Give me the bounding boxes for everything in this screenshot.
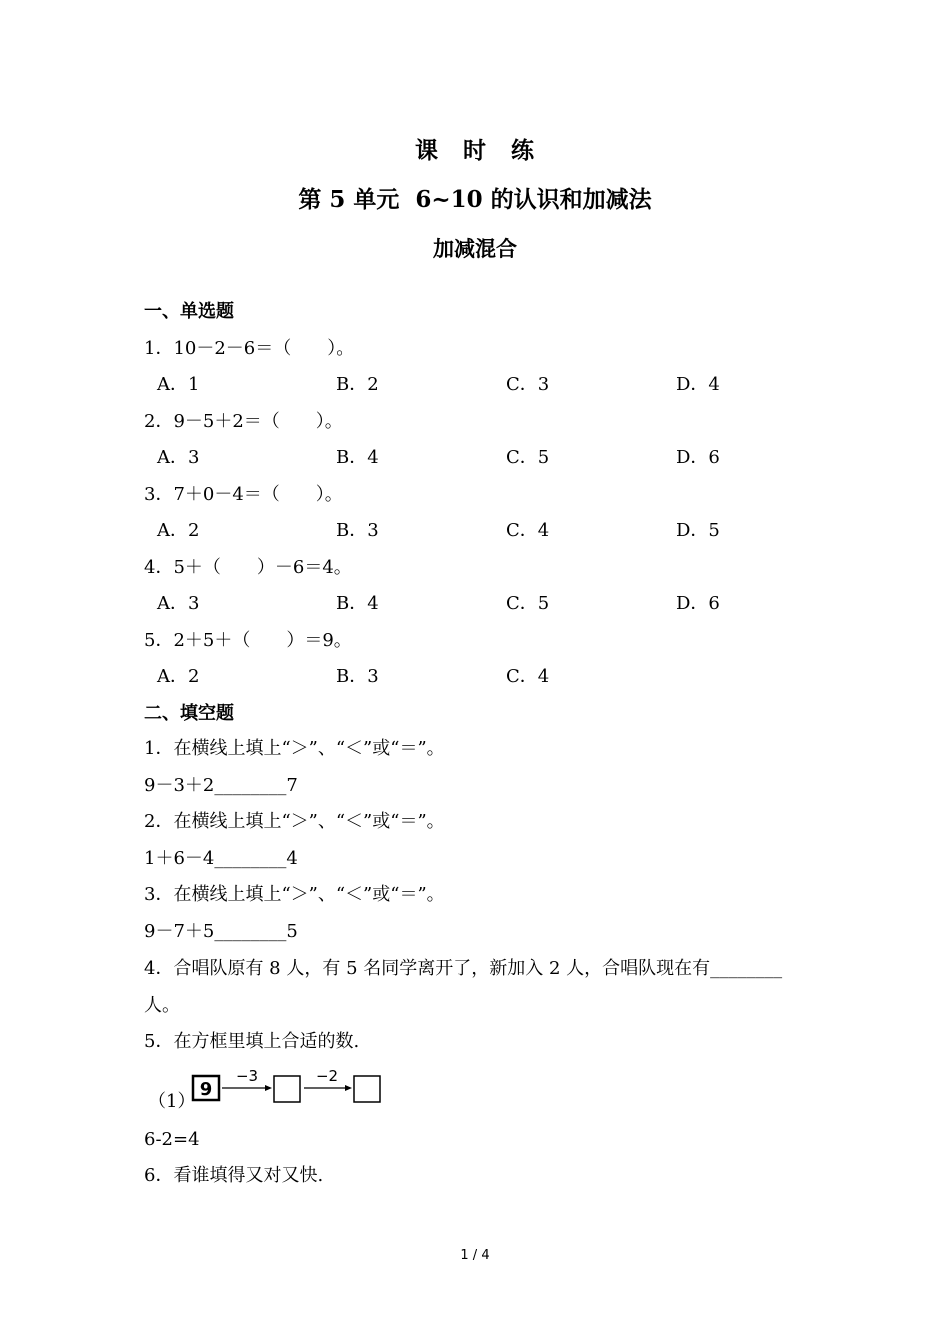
question-text: 5．在方框里填上合适的数. [144,1031,360,1052]
option-a: A．3 [157,447,200,468]
step-label: −3 [235,1067,259,1085]
option-c: C．5 [506,447,550,468]
option-d: D．4 [676,374,720,395]
start-number: 9 [199,1079,213,1100]
number-chain-diagram [190,1066,390,1110]
unit-title: 第 5 单元 6~10 的认识和加减法 [298,186,652,213]
option-c: C．4 [506,666,550,687]
comparison-line: 9－3＋2________7 [144,775,298,796]
answer-box [274,1076,300,1102]
option-b: B．3 [336,666,379,687]
option-a: A．3 [157,593,200,614]
option-d: D．6 [676,593,720,614]
option-c: C．5 [506,593,550,614]
question-text: 4．合唱队原有 8 人，有 5 名同学离开了，新加入 2 人，合唱队现在有________ [144,958,783,979]
option-d: D．6 [676,447,720,468]
option-c: C．4 [506,520,550,541]
option-b: B．2 [336,374,379,395]
page-number: 1 / 4 [460,1248,490,1263]
option-b: B．3 [336,520,379,541]
arrow-head-icon [345,1085,352,1091]
section-heading-fill-blank: 二、填空题 [144,703,234,724]
option-a: A．2 [157,520,200,541]
option-d: D．5 [676,520,720,541]
section-heading-single-choice: 一、单选题 [144,301,234,322]
option-c: C．3 [506,374,550,395]
page-title: 课 时 练 [415,137,535,164]
option-a: A．1 [157,374,200,395]
answer-box [354,1076,380,1102]
question-stem: 5．2＋5＋（ ）＝9。 [144,630,352,651]
sub-question-label: （1） [148,1091,196,1112]
step-label: −2 [315,1067,339,1085]
lesson-title: 加减混合 [433,236,517,261]
option-a: A．2 [157,666,200,687]
question-text: 2．在横线上填上“＞”、“＜”或“＝”。 [144,811,445,832]
arrow-head-icon [265,1085,272,1091]
question-stem: 3．7＋0－4＝（ ）。 [144,484,343,505]
question-text-continued: 人。 [144,995,180,1016]
comparison-line: 1＋6－4________4 [144,848,298,869]
option-b: B．4 [336,447,379,468]
question-text: 6．看谁填得又对又快. [144,1165,324,1186]
question-text: 3．在横线上填上“＞”、“＜”或“＝”。 [144,884,445,905]
comparison-line: 9－7＋5________5 [144,921,298,942]
option-b: B．4 [336,593,379,614]
question-text: 1．在横线上填上“＞”、“＜”或“＝”。 [144,738,445,759]
question-stem: 1．10－2－6＝（ ）。 [144,338,355,359]
answer-text: 6-2=4 [144,1129,200,1150]
question-stem: 4．5＋（ ）－6＝4。 [144,557,352,578]
question-stem: 2．9－5＋2＝（ ）。 [144,411,343,432]
